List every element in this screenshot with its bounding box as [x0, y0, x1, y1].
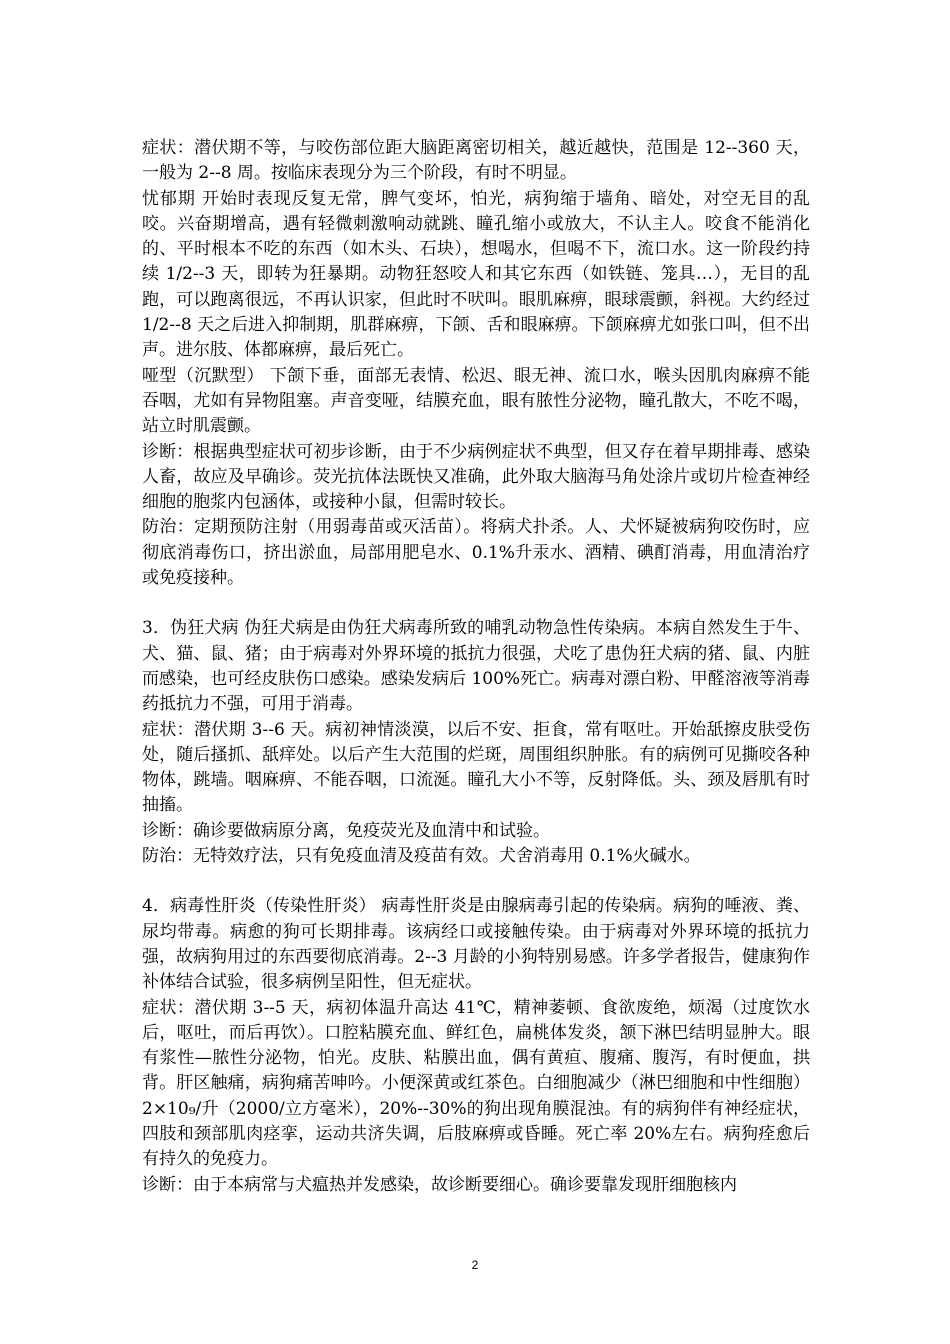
paragraph-rabies-diagnosis: 诊断：根据典型症状可初步诊断，由于不少病例症状不典型，但又存在着早期排毒、感染人畜，故应及早确诊。荧光抗体法既快又准确，此外取大脑海马角处涂片或切片检查神经细胞的胞浆内包涵体，或接种小鼠，但需时较长。: [142, 441, 810, 513]
paragraph-rabies-melancholy-stage: 忧郁期 开始时表现反复无常，脾气变坏，怕光，病狗缩于墙角、暗处，对空无目的乱咬。兴奋期增高，遇有轻微刺激响动就跳、瞳孔缩小或放大，不认主人。咬食不能消化的、平时根本不吃的东西（如木头、石块），想喝水，但喝不下，流口水。这一阶段约持续 1/2--3 天，即转为狂暴期。动物狂怒咬人和其它东西（如铁链、笼具…），无目的乱跑，可以跑离很远，不再认识家，但此时不吠叫。眼肌麻痹，眼球震颤，斜视。大约经过 1/2--8 天之后进入抑制期，肌群麻痹，下颌、舌和眼麻痹。下颌麻痹尤如张口叫，但不出声。进尔肢、体都麻痹，最后死亡。: [142, 188, 810, 361]
paragraph-pseudorabies-prevention: 防治：无特效疗法，只有免疫血清及疫苗有效。犬舍消毒用 0.1%火碱水。: [142, 846, 701, 867]
paragraph-rabies-prevention: 防治：定期预防注射（用弱毒苗或灭活苗）。将病犬扑杀。人、犬怀疑被病狗咬伤时，应彻底消毒伤口，挤出淤血，局部用肥皂水、0.1%升汞水、酒精、碘酊消毒，用血清治疗或免疫接种。: [142, 517, 810, 589]
paragraph-pseudorabies-diagnosis: 诊断：确诊要做病原分离，免疫荧光及血清中和试验。: [142, 820, 550, 841]
document-body: [142, 136, 810, 1198]
paragraph-spacer: [142, 869, 810, 894]
paragraph-hepatitis-symptoms: 症状：潜伏期 3--5 天，病初体温升高达 41℃，精神萎顿、食欲废绝，烦渴（过度饮水后，呕吐，而后再饮）。口腔粘膜充血、鲜红色，扁桃体发炎，颔下淋巴结明显肿大。眼有浆性—脓性分泌物，怕光。皮肤、粘膜出血，偶有黄疸、腹痛、腹泻，有时便血，拱背。肝区触痛，病狗痛苦呻吟。小便深黄或红茶色。白细胞减少（淋巴细胞和中性细胞）2×10₉/升（2000/立方毫米），20%--30%的狗出现角膜混浊。有的病狗伴有神经症状，四肢和颈部肌肉痉挛，运动共济失调，后肢麻痹或昏睡。死亡率 20%左右。病狗痊愈后有持久的免疫力。: [142, 997, 810, 1170]
paragraph-spacer: [142, 591, 810, 616]
paragraph-pseudorabies-intro: 3．伪狂犬病 伪狂犬病是由伪狂犬病毒所致的哺乳动物急性传染病。本病自然发生于牛、犬、猫、鼠、猪；由于病毒对外界环境的抵抗力很强，犬吃了患伪狂犬病的猪、鼠、内脏而感染，也可经皮肤伤口感染。感染发病后 100%死亡。病毒对漂白粉、甲醛溶液等消毒药抵抗力不强，可用于消毒。: [142, 618, 810, 715]
paragraph-hepatitis-diagnosis: 诊断：由于本病常与犬瘟热并发感染，故诊断要细心。确诊要靠发现肝细胞核内: [142, 1174, 737, 1195]
page-number: 2: [471, 1258, 479, 1272]
paragraph-hepatitis-intro: 4．病毒性肝炎（传染性肝炎） 病毒性肝炎是由腺病毒引起的传染病。病狗的唾液、粪、尿均带毒。病愈的狗可长期排毒。该病经口或接触传染。由于病毒对外界环境的抵抗力强，故病狗用过的东西要彻底消毒。2--3 月龄的小狗特别易感。许多学者报告，健康狗作补体结合试验，很多病例呈阳性，但无症状。: [142, 896, 810, 993]
paragraph-rabies-dumb-form: 哑型（沉默型） 下颌下垂，面部无表情、松迟、眼无神、流口水，喉头因肌肉麻痹不能吞咽，尤如有异物阻塞。声音变哑，结膜充血，眼有脓性分泌物，瞳孔散大，不吃不喝，站立时肌震颤。: [142, 365, 810, 437]
paragraph-pseudorabies-symptoms: 症状：潜伏期 3--6 天。病初神情淡漠，以后不安、拒食，常有呕吐。开始舐擦皮肤受伤处，随后搔抓、舐痒处。以后产生大范围的烂斑，周围组织肿胀。有的病例可见撕咬各种物体，跳墙。咽麻痹、不能吞咽，口流涎。瞳孔大小不等，反射降低。头、颈及唇肌有时抽搐。: [142, 719, 810, 816]
paragraph-rabies-symptoms: 症状：潜伏期不等，与咬伤部位距大脑距离密切相关，越近越快，范围是 12--360 天，一般为 2--8 周。按临床表现分为三个阶段，有时不明显。: [142, 138, 810, 184]
